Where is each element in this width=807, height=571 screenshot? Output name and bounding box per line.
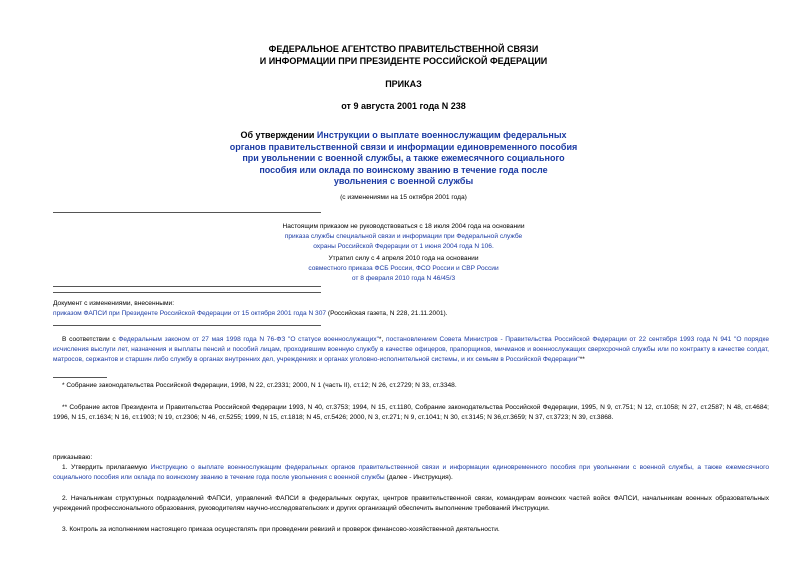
joint-order-link-line2[interactable]: от 8 февраля 2010 года N 46/45/3 [351,275,456,282]
joint-order-link-line1[interactable]: совместного приказа ФСБ России, ФСО России и СВР России [308,265,499,272]
instruction-title-link[interactable]: Инструкции о выплате военнослужащим федеральных [316,130,567,140]
footnote-mark-2: ** [579,356,585,363]
order-item-1 [53,463,769,483]
footnote-mark-1: *, [378,336,386,343]
order-label: приказываю: [53,454,93,461]
repeal-order-link-line1[interactable]: приказа службы специальной связи и информации при Федеральной службе [284,233,523,240]
repeal-order-link-line2[interactable]: охраны Российской Федерации от 1 июня 2004 года N 106. [313,243,494,250]
agency-name-line2: И ИНФОРМАЦИИ ПРИ ПРЕЗИДЕНТЕ РОССИЙСКОЙ ФЕДЕРАЦИИ [259,56,548,66]
title-line4[interactable]: пособия или оклада по воинскому званию в течение года после [259,164,548,175]
divider [53,212,321,213]
document-type: ПРИКАЗ [385,79,422,89]
changes-source: (Российская газета, N 228, 21.11.2001). [326,310,448,317]
divider [53,325,321,326]
footnote-2: ** Собрание актов Президента и Правительства Российской Федерации 1993, N 40, ст.3753; 1994, N 15, ст.1180, Собрание законодательства Российской Федерации, 1995, N 9, ст.751; N 12, ст.1058; N 27, ст.2587; N 48, ст.4684; 1996, N 15, ст.1634; N 16, ст.1903; N 19, ст.2306; N 46, ст.5255; 1999, N 15, ст.1818; N 45, ст.5426; 2000, N 3, ст.271; N 9, ст.1041; N 30, ст.3145; N 36,ст.3659; N 37, ст.3723; N 39, ст.3868. [53,404,769,421]
changes-line [53,309,448,319]
order-item-1-suffix: (далее - Инструкция). [384,474,453,481]
title-line5[interactable]: увольнения с военной службы [333,176,474,186]
instruction-link[interactable]: Инструкцию о выплате военнослужащим федеральных органов правительственной связи и информации единовременного пособия при увольнении с военной службы, а также ежемесячного социального пособия или оклада по воинскому званию в течение года после увольнения с военной службы [53,464,769,481]
footnote-divider [53,377,107,378]
government-resolution-link[interactable]: постановлением Совета Министров - Правительства Российской Федерации от 22 сентября 1993 года N 941 "О порядке исчисления выслуги лет, назначения и выплаты пенсий и пособий лицам, проходившим военную службу в качестве офицеров, прапорщиков, мичманов и военнослужащих сверхсрочной службы или по контракту в качестве солдат, матросов, сержантов и старшин либо службу в органах внутренних дел, учреждениях и органах уголовно-исполнительной системы, и их семьям в Российской Федерации" [53,336,770,363]
amending-order-link[interactable]: приказом ФАПСИ при Президенте Российской Федерации от 15 октября 2001 года N 307 [53,310,327,317]
changes-label: Документ с изменениями, внесенными: [53,300,175,307]
federal-law-link[interactable]: Федеральным законом от 27 мая 1998 года N 76-ФЗ "О статусе военнослужащих" [118,336,379,343]
status-line1: Настоящим приказом не руководствоваться с 18 июля 2004 года на основании [282,223,525,230]
order-item-3: 3. Контроль за исполнением настоящего приказа осуществлять при проведении ревизий и проверок финансово-хозяйственной деятельности. [62,526,500,533]
divider [53,286,321,287]
title-line2[interactable]: органов правительственной связи и информации единовременного пособия [229,141,578,152]
divider [53,292,321,293]
preamble-paragraph [53,335,769,365]
title-prefix: Об утверждении [240,130,317,140]
footnote-1: * Собрание законодательства Российской Федерации, 1998, N 22, ст.2331; 2000, N 1 (часть II), ст.12; N 26, ст.2729; N 33, ст.3348. [62,382,457,389]
amendment-note: (с изменениями на 15 октября 2001 года) [340,194,467,201]
title-line1 [0,130,807,142]
agency-name-line1: ФЕДЕРАЛЬНОЕ АГЕНТСТВО ПРАВИТЕЛЬСТВЕННОЙ СВЯЗИ [268,44,539,54]
status-line4: Утратил силу с 4 апреля 2010 года на основании [328,255,479,262]
preamble-text: В соответствии с [62,336,119,343]
order-item-2: 2. Начальникам структурных подразделений ФАПСИ, управлений ФАПСИ в федеральных округах, центров правительственной связи, командирам воинских частей войск ФАПСИ, начальникам военных образовательных учреждений профессионального образования, руководителям научно-исследовательских и других организаций обеспечить выполнение требований Инструкции. [53,495,769,512]
order-item-1-text: 1. Утвердить прилагаемую [62,464,151,471]
document-date: от 9 августа 2001 года N 238 [341,101,466,111]
title-line3[interactable]: при увольнении с военной службы, а также ежемесячного социального [242,153,565,163]
